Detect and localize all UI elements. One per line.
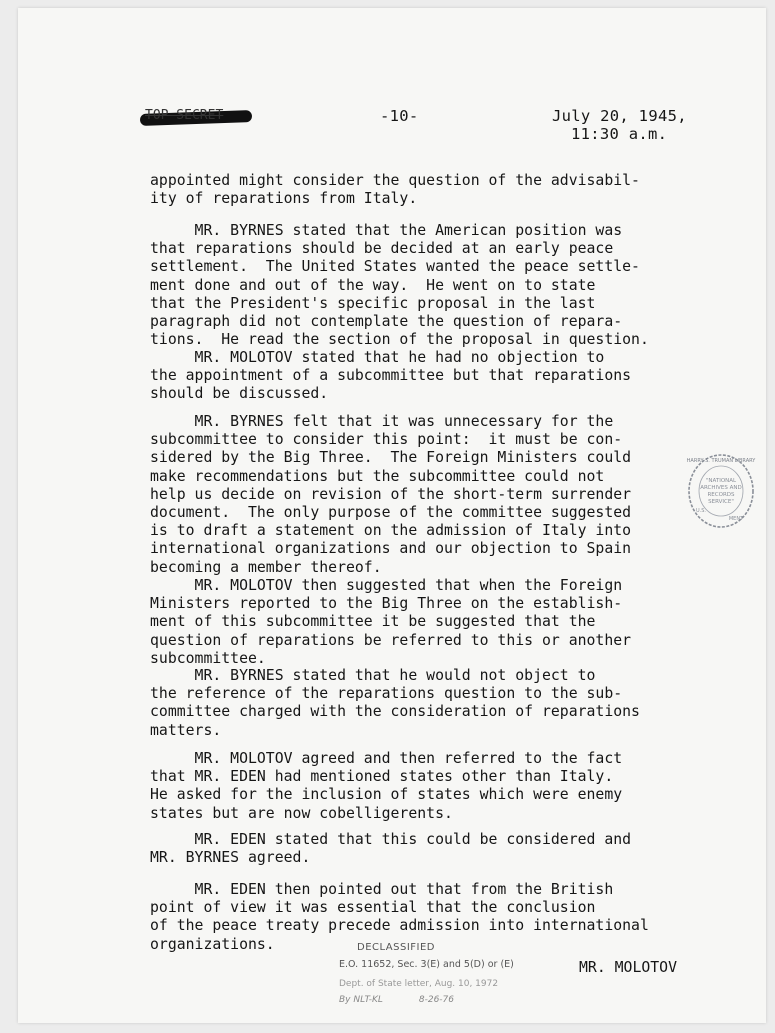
paragraph-3	[150, 349, 690, 404]
text-line: MR. BYRNES stated that he would not object to	[150, 667, 596, 684]
stamp-text: RECORDS	[707, 492, 735, 498]
text-line: that the President's specific proposal in the last	[150, 294, 596, 312]
text-line: subcommittee.	[150, 649, 266, 667]
declassification-signoff	[339, 995, 559, 1005]
stamp-text: SERVICE"	[708, 499, 734, 505]
text-line: of the peace treaty precede admission into international	[150, 917, 649, 935]
text-line: international organizations and our objection to Spain	[150, 540, 632, 558]
paragraph-2	[150, 222, 690, 349]
text-line: make recommendations but the subcommittee could not	[150, 467, 605, 485]
text-line: sidered by the Big Three. The Foreign Ministers could	[150, 449, 632, 467]
text-line: document. The only purpose of the committee suggested	[150, 504, 632, 522]
next-page-catchword: MR. MOLOTOV	[579, 959, 677, 976]
text-line: organizations.	[150, 935, 275, 953]
declassified-by: By NLT-KL	[339, 995, 383, 1005]
text-line: MR. MOLOTOV stated that he had no objection to	[150, 349, 605, 366]
stamp-text: "NATIONAL	[705, 478, 737, 484]
declassification-block	[339, 942, 559, 1005]
text-line: matters.	[150, 721, 222, 739]
text-line: MR. BYRNES felt that it was unnecessary for the	[150, 413, 614, 430]
text-line: Ministers reported to the Big Three on the establish-	[150, 595, 623, 613]
text-line: is to draft a statement on the admission of Italy into	[150, 522, 632, 540]
classification-marking: TOP SECRET	[145, 108, 224, 123]
text-line: that MR. EDEN had mentioned states other than Italy.	[150, 768, 614, 786]
text-line: committee charged with the consideration of reparations	[150, 703, 640, 721]
text-line: MR. BYRNES agreed.	[150, 849, 311, 867]
text-line: MR. MOLOTOV agreed and then referred to the fact	[150, 750, 623, 767]
text-line: settlement. The United States wanted the peace settle-	[150, 258, 640, 276]
text-line: MR. MOLOTOV then suggested that when the Foreign	[150, 577, 623, 594]
stamp-text: HARRY S. TRUMAN LIBRARY	[686, 458, 756, 464]
paragraph-4	[150, 413, 690, 577]
stamp-text: U.S.	[696, 508, 707, 514]
paragraph-6	[150, 667, 690, 740]
text-line: should be discussed.	[150, 385, 329, 403]
paragraph-8	[150, 831, 690, 867]
text-line: ment of this subcommittee it be suggested that the	[150, 613, 596, 631]
paragraph-1	[150, 172, 690, 208]
text-line: ment done and out of the way. He went on to state	[150, 276, 596, 294]
declassification-letter: Dept. of State letter, Aug. 10, 1972	[339, 979, 499, 989]
stamp-text: MENT	[728, 516, 744, 522]
text-line: paragraph did not contemplate the question of repara-	[150, 313, 623, 331]
text-line: point of view it was essential that the conclusion	[150, 899, 596, 917]
text-line: ity of reparations from Italy.	[150, 190, 418, 208]
declassification-authority: E.O. 11652, Sec. 3(E) and 5(D) or (E)	[339, 959, 514, 970]
document-time: 11:30 a.m.	[571, 125, 668, 143]
archive-seal-stamp	[686, 452, 756, 530]
text-line: help us decide on revision of the short-term surrender	[150, 485, 632, 503]
text-line: that reparations should be decided at an early peace	[150, 240, 614, 258]
declassified-label: DECLASSIFIED	[357, 942, 436, 953]
text-line: appointed might consider the question of the advisabil-	[150, 172, 640, 189]
page-number: -10-	[380, 107, 419, 125]
document-date: July 20, 1945,	[552, 107, 687, 125]
text-line: MR. EDEN stated that this could be considered and	[150, 831, 632, 848]
text-line: He asked for the inclusion of states which were enemy	[150, 786, 623, 804]
text-line: tions. He read the section of the proposal in question.	[150, 331, 649, 349]
text-line: states but are now cobelligerents.	[150, 804, 453, 822]
text-line: the reference of the reparations question to the sub-	[150, 685, 623, 703]
text-line: MR. EDEN then pointed out that from the British	[150, 881, 614, 898]
paragraph-5	[150, 577, 690, 668]
paragraph-7	[150, 750, 690, 823]
text-line: MR. BYRNES stated that the American position was	[150, 222, 623, 239]
declassification-date: 8-26-76	[418, 995, 455, 1005]
text-line: question of reparations be referred to this or another	[150, 631, 632, 649]
text-line: subcommittee to consider this point: it must be con-	[150, 431, 623, 449]
text-line: the appointment of a subcommittee but that reparations	[150, 367, 632, 385]
stamp-text: ARCHIVES AND	[700, 485, 742, 491]
text-line: becoming a member thereof.	[150, 558, 382, 576]
